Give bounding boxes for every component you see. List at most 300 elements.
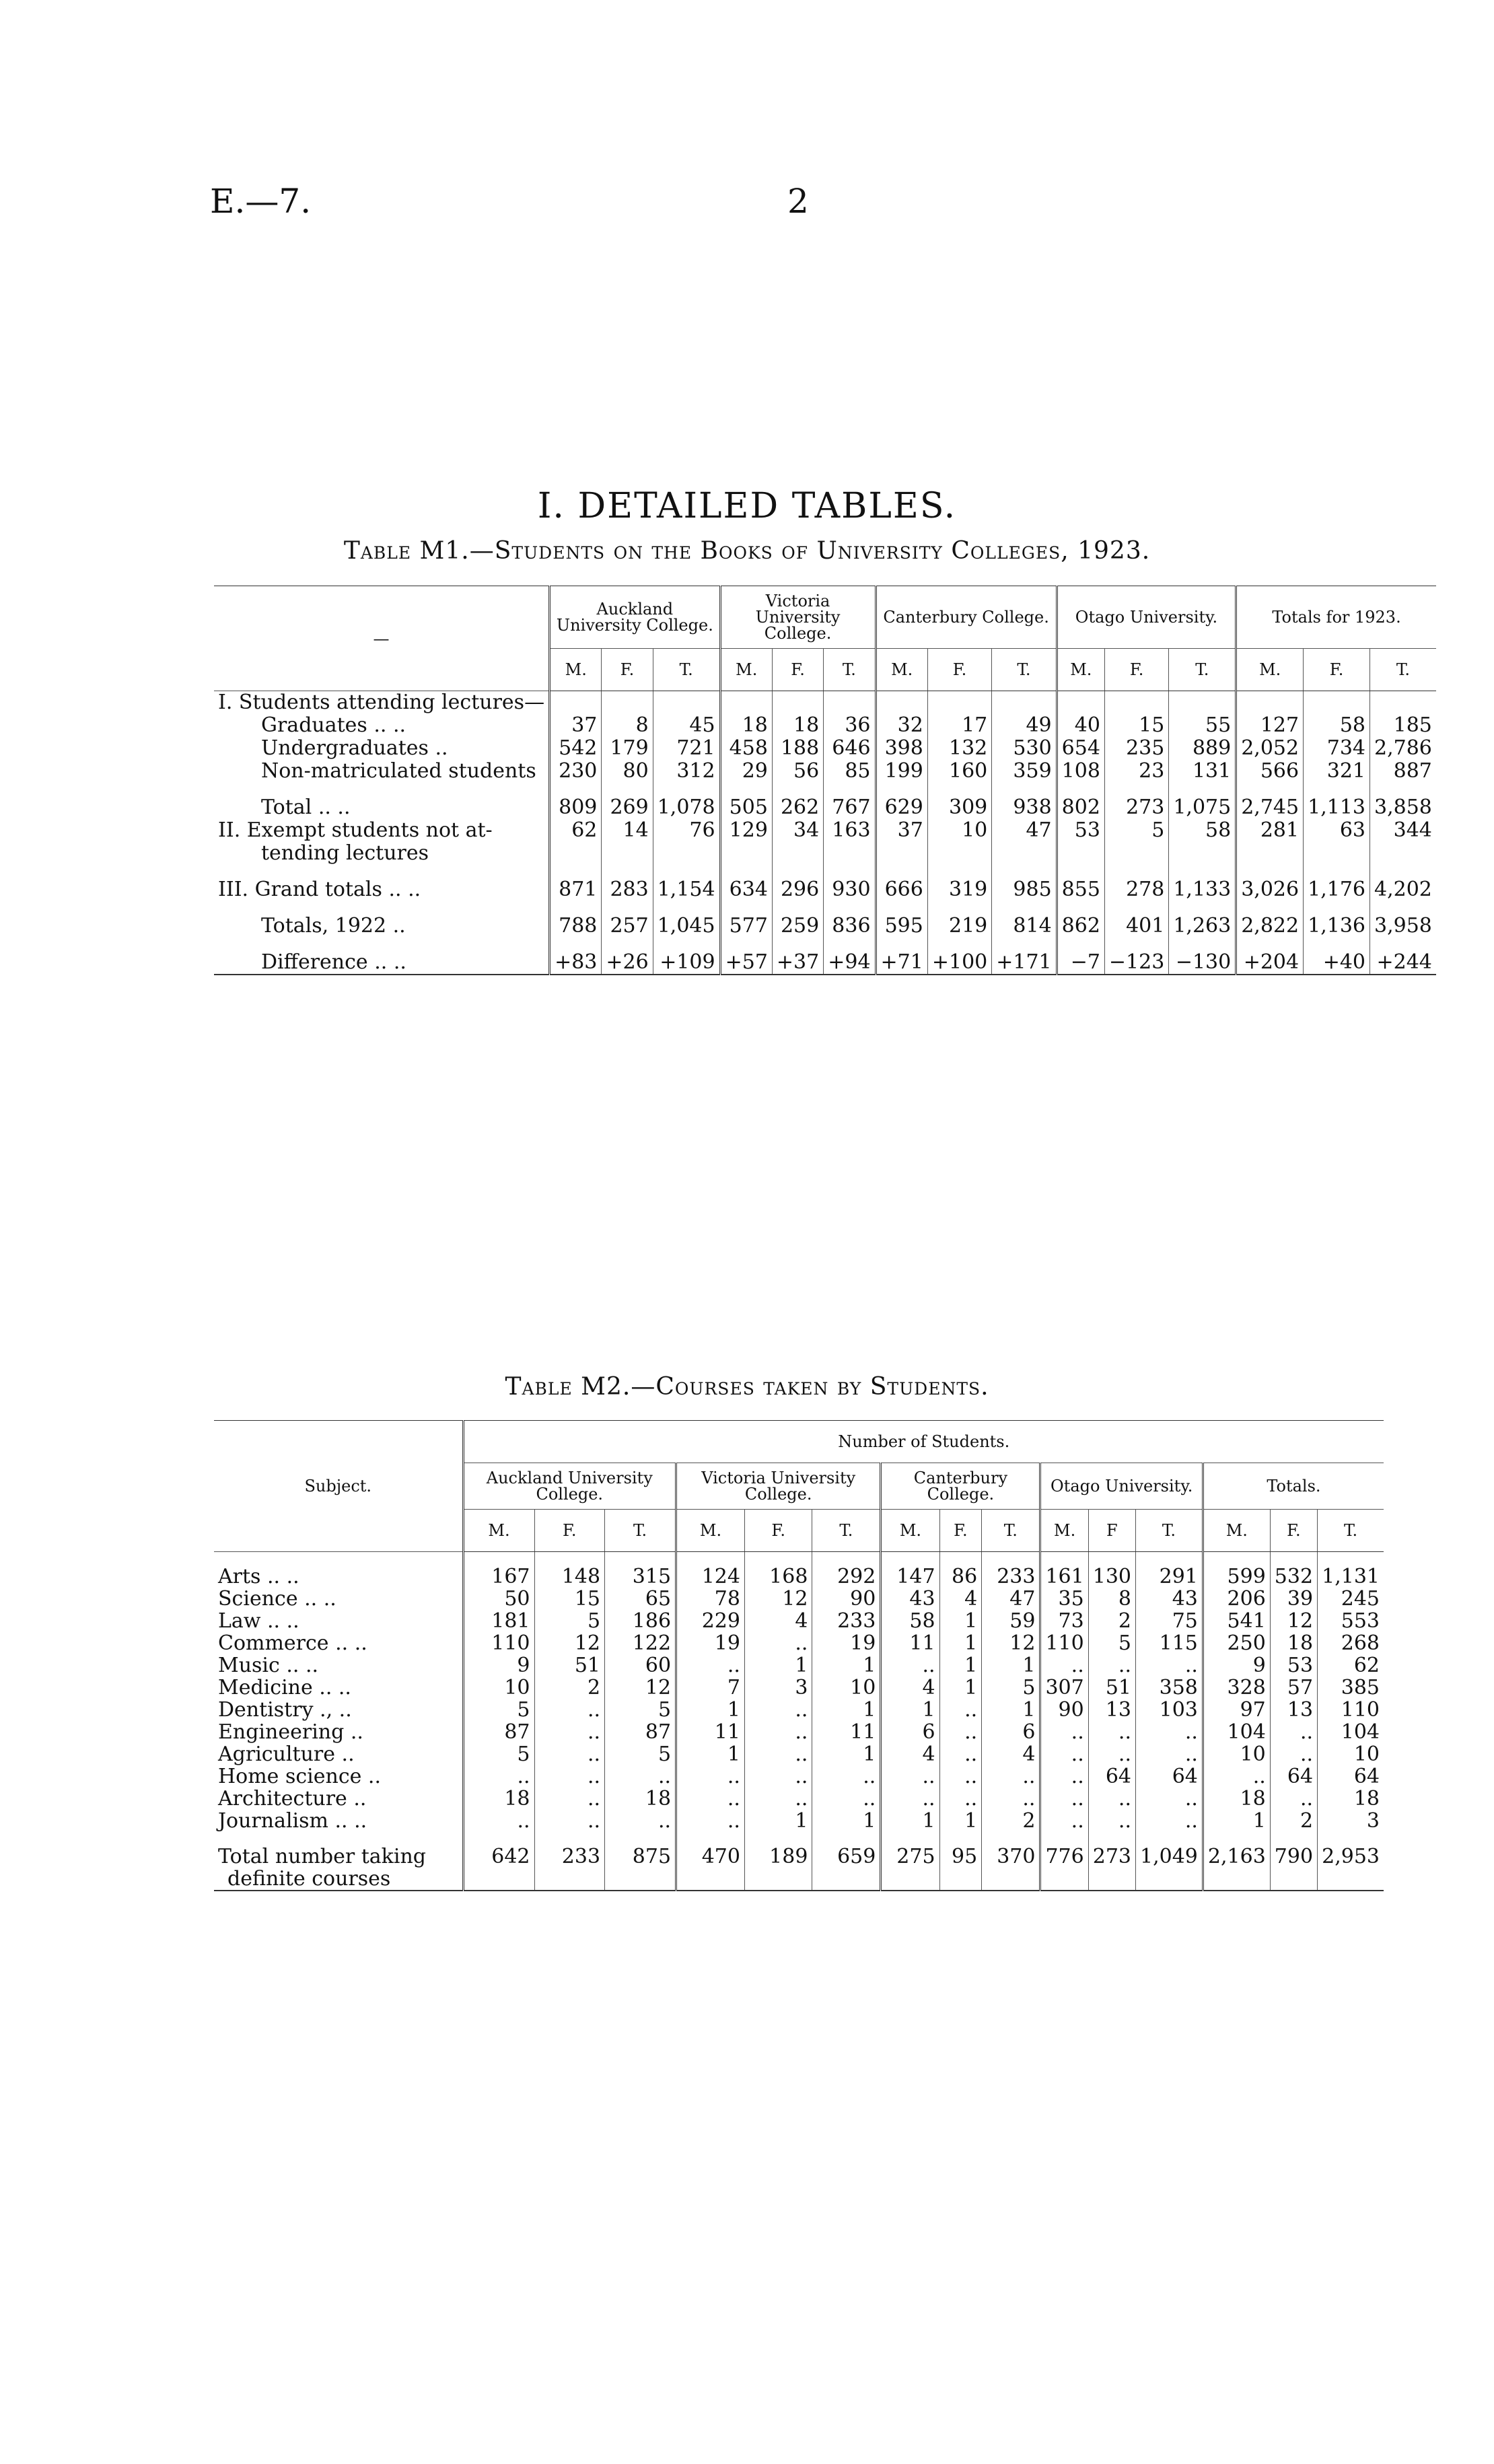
table-cell [992,901,1057,915]
spacer-cell [1318,1552,1384,1566]
table-cell: 315 [605,1565,676,1588]
table-cell [1370,691,1436,715]
table-m1-title: Table M1.—Students on the Books of University Colleges, 1923. [343,537,1151,565]
table-cell [653,691,720,715]
table-cell: 29 [720,760,772,783]
table-cell: 57 [1270,1677,1317,1699]
table-cell: 19 [676,1632,745,1654]
table-cell: 1 [881,1810,939,1832]
table-cell: 60 [605,1654,676,1677]
table-row [214,938,1436,951]
row-label: Totals, 1922 .. [214,915,550,938]
table-cell: 56 [772,760,823,783]
table-cell: 2,786 [1374,736,1432,760]
table-cell [602,842,653,865]
table-cell: 1 [939,1610,982,1632]
column-header: T. [1136,1510,1203,1552]
table-cell: 985 [992,878,1057,901]
table-cell: 809 [550,796,602,819]
spacer-cell [605,1552,676,1566]
table-cell [550,938,602,951]
table-cell: 250 [1203,1632,1270,1654]
table-cell: .. [463,1765,534,1788]
table-cell [1104,938,1168,951]
column-header: T. [1370,649,1436,691]
column-header: M. [1040,1510,1088,1552]
table-cell: 11 [881,1632,939,1654]
table-cell [720,842,772,865]
table-cell [876,783,927,796]
table-cell: 4 [982,1743,1040,1765]
table-cell: .. [1136,1721,1203,1743]
table-cell: 553 [1341,1609,1380,1633]
table-cell: 14 [602,819,653,842]
table-cell: .. [1088,1788,1135,1810]
table-cell: 18 [463,1788,534,1810]
table-cell: 4 [881,1743,939,1765]
column-header: F. [939,1510,982,1552]
table-cell [824,938,876,951]
table-cell: .. [534,1721,605,1743]
table-cell: .. [1136,1810,1203,1832]
column-header: T. [1169,649,1236,691]
column-header: T. [1318,1510,1384,1552]
table-cell: 9 [463,1654,534,1677]
table-cell: 167 [463,1565,534,1588]
table-cell: 65 [605,1588,676,1610]
table-cell: 37 [550,714,602,737]
table-cell [1236,783,1304,796]
col-group-auckland: Auckland University College. [550,586,721,649]
table-cell [1104,783,1168,796]
table-cell: 344 [1393,818,1432,842]
table-cell: 55 [1169,714,1236,737]
table-cell: 566 [1236,760,1304,783]
table-cell: 577 [720,915,772,938]
table-cell [927,691,991,715]
table-cell: 257 [602,915,653,938]
spacer-cell [676,1552,745,1566]
table-cell: 127 [1236,714,1304,737]
row-label: Music .. .. [214,1654,463,1677]
table-cell: −130 [1169,951,1236,975]
table-cell: 12 [982,1632,1040,1654]
table-cell [1236,901,1304,915]
table-cell [1057,865,1104,878]
table-cell: .. [939,1699,982,1721]
spacer-cell [605,1832,676,1845]
column-header: M. [720,649,772,691]
table-row [214,1654,1384,1677]
row-label: tending lectures [214,842,550,865]
table-cell: 47 [982,1588,1040,1610]
table-cell: 18 [772,714,823,737]
table-cell: 148 [534,1565,605,1588]
table-cell: .. [1040,1721,1088,1743]
table-cell: .. [744,1632,812,1654]
row-label: Architecture .. [214,1788,463,1810]
table-cell: 12 [744,1588,812,1610]
spacer-cell [1088,1552,1135,1566]
table-cell: 78 [676,1588,745,1610]
table-cell: 3 [1366,1809,1380,1833]
table-cell: 80 [602,760,653,783]
table-cell [876,901,927,915]
row-label: Engineering .. [214,1721,463,1743]
row-label [214,901,550,915]
table-cell: 5 [1088,1632,1135,1654]
table-cell [605,1868,676,1891]
table-cell: +94 [824,951,876,975]
table-cell: 1,136 [1304,915,1370,938]
table-cell [876,938,927,951]
table-row [214,1699,1384,1721]
table-row [214,1765,1384,1788]
table-cell [939,1868,982,1891]
table-cell: 235 [1104,737,1168,760]
table-cell [1169,865,1236,878]
col-group-totals: Totals for 1923. [1236,586,1436,649]
table-cell: 3,026 [1236,878,1304,901]
table-cell: .. [1088,1810,1135,1832]
table-cell: 1 [744,1654,812,1677]
table-cell: 8 [602,714,653,737]
table-m2-stub-header: Subject. [214,1421,463,1552]
table-cell [824,783,876,796]
table-cell: 15 [1104,714,1168,737]
table-cell: 1,176 [1304,878,1370,901]
table-cell [1236,865,1304,878]
table-cell: 930 [824,878,876,901]
table-cell: 199 [876,760,927,783]
table-cell [992,865,1057,878]
spacer-cell [812,1552,881,1566]
table-cell [992,938,1057,951]
table-cell: 90 [812,1588,881,1610]
table-cell: +37 [772,951,823,975]
table-cell: .. [1040,1765,1088,1788]
table-cell [744,1868,812,1891]
table-cell: +57 [720,951,772,975]
table-cell: 40 [1057,714,1104,737]
table-cell: −7 [1057,951,1104,975]
table-cell: 131 [1169,760,1236,783]
table-cell [653,865,720,878]
table-cell [1169,842,1236,865]
table-cell: 401 [1104,915,1168,938]
table-row [214,1788,1384,1810]
table-cell: 9 [1203,1654,1270,1677]
table-cell [653,901,720,915]
row-label: Agriculture .. [214,1743,463,1765]
table-cell: 1 [812,1654,881,1677]
table-cell: 1 [939,1632,982,1654]
table-cell: .. [744,1699,812,1721]
table-cell: .. [744,1765,812,1788]
table-cell: 219 [927,915,991,938]
table-cell: 108 [1057,760,1104,783]
table-cell: 281 [1236,819,1304,842]
table-cell [720,783,772,796]
row-label: Medicine .. .. [214,1677,463,1699]
table-cell: 12 [1270,1610,1317,1632]
table-cell [1370,865,1436,878]
table-cell: 23 [1104,760,1168,783]
table-cell: 10 [463,1677,534,1699]
table-cell: 4 [744,1610,812,1632]
table-cell: 889 [1169,737,1236,760]
table-cell: 599 [1203,1565,1270,1588]
table-cell: 292 [812,1565,881,1588]
row-label: Journalism .. .. [214,1810,463,1832]
table-cell: 17 [927,714,991,737]
table-cell: 1 [939,1677,982,1699]
table-cell: 3,858 [1374,796,1432,819]
table-cell [1057,938,1104,951]
table-cell: 385 [1341,1676,1380,1699]
table-cell: 124 [676,1565,745,1588]
table-cell: 18 [1270,1632,1317,1654]
table-cell [992,842,1057,865]
table-cell: +71 [876,951,927,975]
table-cell: 1 [982,1654,1040,1677]
table-cell: 132 [927,737,991,760]
section-title: I. DETAILED TABLES. [537,486,957,526]
table-cell: 230 [550,760,602,783]
table-cell: .. [982,1788,1040,1810]
table-cell: 163 [824,819,876,842]
table-cell: 2,163 [1203,1845,1270,1868]
row-label [214,938,550,951]
table-cell: 938 [992,796,1057,819]
table-cell [927,842,991,865]
column-header: T. [824,649,876,691]
table-cell: .. [1270,1721,1317,1743]
column-header: M. [1236,649,1304,691]
table-cell: .. [676,1765,745,1788]
table-cell: 49 [992,714,1057,737]
row-label [214,783,550,796]
table-cell [1057,691,1104,715]
spacer-cell [534,1832,605,1845]
table-cell: 666 [876,878,927,901]
table-cell: 62 [550,819,602,842]
table-cell: 129 [720,819,772,842]
table-cell: 18 [720,714,772,737]
table-cell: +204 [1236,951,1304,975]
table-cell: .. [939,1743,982,1765]
table-cell: .. [744,1743,812,1765]
spacer-cell [214,1552,463,1566]
table-cell [1370,938,1436,951]
table-cell: 259 [772,915,823,938]
table-cell: 855 [1057,878,1104,901]
table-cell: .. [939,1765,982,1788]
col-group-canterbury: Canterbury College. [876,586,1057,649]
table-cell: 1,049 [1136,1845,1203,1868]
table-cell: 3 [744,1677,812,1699]
table-cell [602,865,653,878]
col-group-auckland: Auckland University College. [463,1463,676,1510]
col-group-otago: Otago University. [1040,1463,1203,1510]
table-cell: 64 [1270,1765,1317,1788]
table-row [214,1588,1384,1610]
table-cell: +40 [1304,951,1370,975]
table-m2-title: Table M2.—Courses taken by Students. [505,1373,989,1401]
table-cell: 11 [676,1721,745,1743]
table-cell: 1,078 [653,796,720,819]
row-label [214,865,550,878]
table-cell: 634 [720,878,772,901]
table-cell: 312 [653,760,720,783]
table-cell: 233 [982,1565,1040,1588]
table-cell: 103 [1136,1699,1203,1721]
table-cell [1304,842,1370,865]
table-cell: 43 [1136,1588,1203,1610]
table-cell: 629 [876,796,927,819]
table-cell: 73 [1040,1610,1088,1632]
spacer-cell [1270,1832,1317,1845]
table-cell: +83 [550,951,602,975]
table-cell [876,842,927,865]
table-cell: 1 [939,1654,982,1677]
table-cell: .. [676,1654,745,1677]
table-cell: .. [1203,1765,1270,1788]
table-cell: 10 [1353,1743,1380,1766]
column-header: F. [1304,649,1370,691]
table-cell: 659 [812,1845,881,1868]
table-cell: 64 [1136,1765,1203,1788]
table-cell [927,901,991,915]
table-cell: 189 [744,1845,812,1868]
table-cell: 1,263 [1169,915,1236,938]
table-m1-stub-header: — [214,586,550,691]
table-cell [1304,865,1370,878]
table-cell: 10 [1203,1743,1270,1765]
table-cell [1169,691,1236,715]
table-cell: 273 [1088,1845,1135,1868]
table-cell: .. [744,1788,812,1810]
table-cell [1169,901,1236,915]
table-cell: 328 [1203,1677,1270,1699]
table-cell: 13 [1088,1699,1135,1721]
table-cell: 1 [744,1810,812,1832]
table-cell: 1 [812,1810,881,1832]
table-row [214,878,1436,901]
table-cell: 887 [1393,759,1432,783]
table-cell [653,783,720,796]
table-cell: 53 [1057,819,1104,842]
table-cell [720,691,772,715]
table-cell [772,783,823,796]
table-cell: .. [534,1743,605,1765]
spacer-cell [982,1552,1040,1566]
table-cell: 19 [812,1632,881,1654]
table-total-row [214,1845,1384,1868]
table-cell [534,1868,605,1891]
table-cell: 2,953 [1322,1845,1380,1868]
table-cell: 5 [463,1743,534,1765]
table-cell: 307 [1040,1677,1088,1699]
column-header: F [1088,1510,1135,1552]
column-header: M. [881,1510,939,1552]
table-cell: 12 [534,1632,605,1654]
table-cell: 1,075 [1169,796,1236,819]
table-cell: .. [1270,1788,1317,1810]
table-cell: 291 [1136,1565,1203,1588]
row-label: III. Grand totals .. .. [214,878,550,901]
table-cell: .. [605,1810,676,1832]
row-label: Dentistry ., .. [214,1699,463,1721]
table-row [214,1721,1384,1743]
table-cell: 5 [982,1677,1040,1699]
table-row [214,760,1436,783]
table-cell [824,901,876,915]
table-cell: 206 [1203,1588,1270,1610]
table-cell: .. [1040,1654,1088,1677]
row-label: I. Students attending lectures— [214,691,550,715]
table-cell: 273 [1104,796,1168,819]
table-cell [1236,938,1304,951]
table-cell: 1 [676,1743,745,1765]
table-cell: 58 [1304,714,1370,737]
table-cell: 115 [1136,1632,1203,1654]
table-cell: 2,745 [1236,796,1304,819]
table-cell: .. [881,1765,939,1788]
table-cell [992,691,1057,715]
table-cell: 802 [1057,796,1104,819]
table-cell: 541 [1203,1610,1270,1632]
row-label: Arts .. .. [214,1565,463,1588]
row-label: definite courses [214,1868,463,1891]
table-cell: 229 [676,1610,745,1632]
table-cell: .. [1136,1654,1203,1677]
table-cell: 147 [881,1565,939,1588]
table-cell: 35 [1040,1588,1088,1610]
table-cell [550,842,602,865]
table-cell: 5 [605,1743,676,1765]
table-cell: 97 [1203,1699,1270,1721]
table-cell: 43 [881,1588,939,1610]
table-cell: 776 [1040,1845,1088,1868]
table-cell: 62 [1353,1654,1380,1677]
table-cell: 268 [1341,1631,1380,1655]
table-cell: 767 [824,796,876,819]
table-row [214,842,1436,865]
table-cell: 530 [992,737,1057,760]
table-cell [992,783,1057,796]
table-m2-top-header: Number of Students. [463,1421,1384,1463]
table-cell: 104 [1203,1721,1270,1743]
row-label: Commerce .. .. [214,1632,463,1654]
table-cell [720,865,772,878]
table-cell: 358 [1136,1677,1203,1699]
table-cell: +109 [653,951,720,975]
table-cell: 58 [1169,819,1236,842]
table-cell: 309 [927,796,991,819]
document-code: E.—7. [210,182,312,221]
table-cell [1169,783,1236,796]
table-cell [876,865,927,878]
table-row [214,691,1436,715]
table-cell: 595 [876,915,927,938]
col-group-canterbury: Canterbury College. [881,1463,1040,1510]
table-cell [676,1868,745,1891]
table-cell: 871 [550,878,602,901]
spacer-cell [463,1832,534,1845]
col-group-victoria: Victoria University College. [676,1463,881,1510]
table-cell: .. [534,1699,605,1721]
